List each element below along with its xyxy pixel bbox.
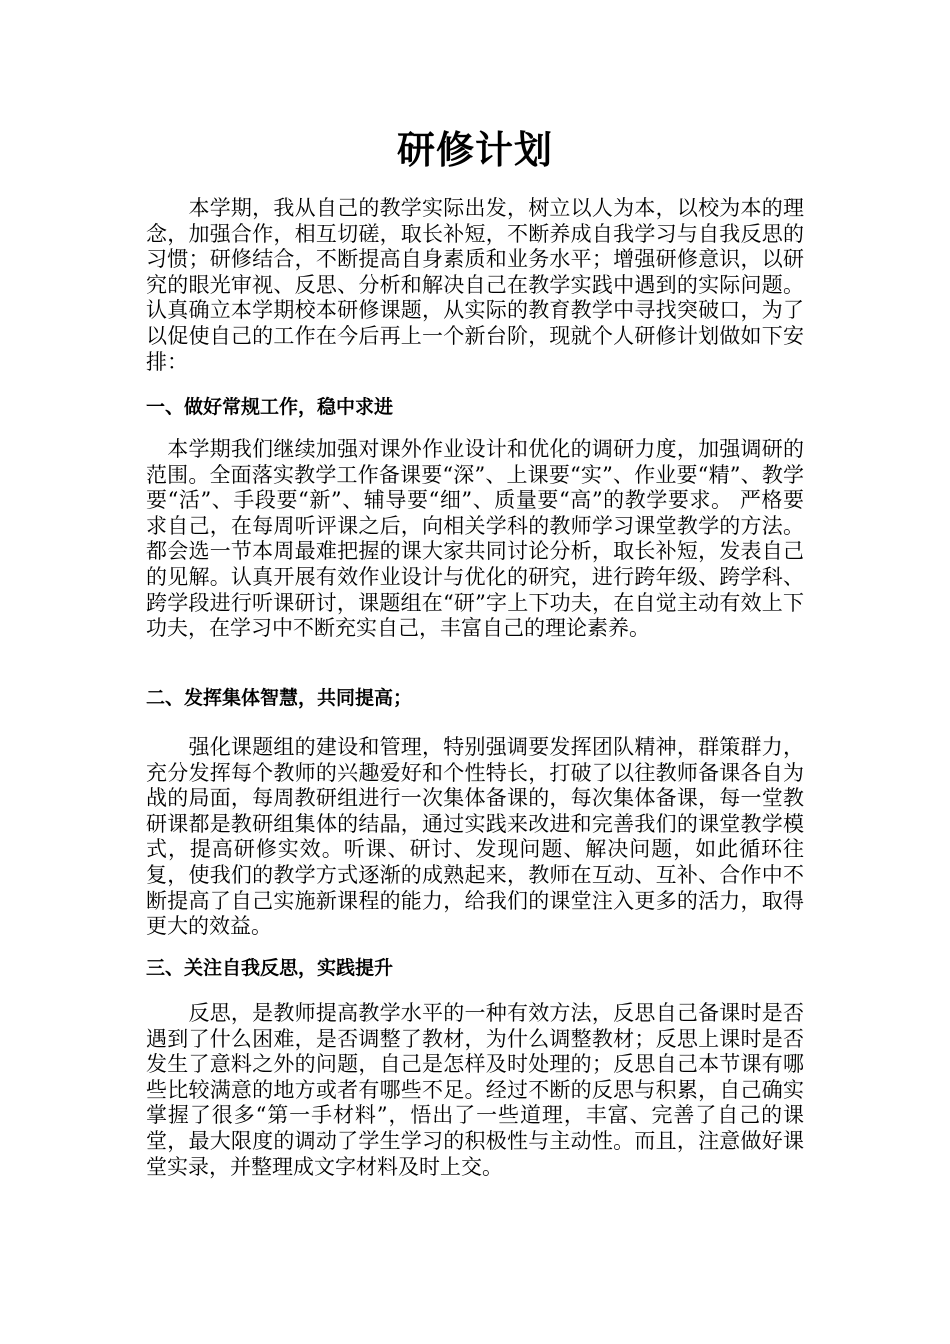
section-heading-1: 一、做好常规工作，稳中求进 [146,396,394,418]
section-heading-3: 三、关注自我反思，实践提升 [146,957,394,979]
intro-paragraph: 本学期，我从自己的教学实际出发，树立以人为本，以校为本的理念，加强合作，相互切磋，取长补短，不断养成自我学习与自我反思的习惯；研修结合，不断提高自身素质和业务水平；增强研修意识，以研究的眼光审视、反思、分析和解决自己在教学实践中遇到的实际问题。认真确立本学期校本研修课题，从实际的教育教学中寻找突破口，为了以促使自己的工作在今后再上一个新台阶，现就个人研修计划做如下安排： [146,196,804,374]
section-heading-2: 二、发挥集体智慧，共同提高； [146,687,413,709]
section-paragraph-2: 强化课题组的建设和管理，特别强调要发挥团队精神，群策群力，充分发挥每个教师的兴趣爱好和个性特长，打破了以往教师备课各自为战的局面，每周教研组进行一次集体备课的，每次集体备课，每一堂教研课都是教研组集体的结晶，通过实践来改进和完善我们的课堂教学模式，提高研修实效。听课、研讨、发现问题、解决问题，如此循环往复，使我们的教学方式逐渐的成熟起来，教师在互动、互补、合作中不断提高了自己实施新课程的能力，给我们的课堂注入更多的活力，取得更大的效益。 [146,735,804,939]
section-paragraph-1: 本学期我们继续加强对课外作业设计和优化的调研力度，加强调研的范围。全面落实教学工作备课要“深”、上课要“实”、作业要“精”、教学要“活”、手段要“新”、辅导要“细”、质量要“高”的教学要求。 严格要求自己，在每周听评课之后，向相关学科的教师学习课堂教学的方法。都会选一节本周最难把握的课大家共同讨论分析，取长补短，发表自己的见解。认真开展有效作业设计与优化的研究，进行跨年级、跨学科、跨学段进行听课研讨，课题组在“研”字上下功夫，在自觉主动有效上下功夫，在学习中不断充实自己，丰富自己的理论素养。 [146,437,804,641]
document-title: 研修计划 [396,127,553,172]
section-paragraph-3: 反思，是教师提高教学水平的一种有效方法，反思自己备课时是否遇到了什么困难，是否调整了教材，为什么调整教材；反思上课时是否发生了意料之外的问题，自己是怎样及时处理的；反思自己本节课有哪些比较满意的地方或者有哪些不足。经过不断的反思与积累，自己确实掌握了很多“第一手材料”，悟出了一些道理，丰富、完善了自己的课堂，最大限度的调动了学生学习的积极性与主动性。而且，注意做好课堂实录，并整理成文字材料及时上交。 [146,1001,804,1179]
